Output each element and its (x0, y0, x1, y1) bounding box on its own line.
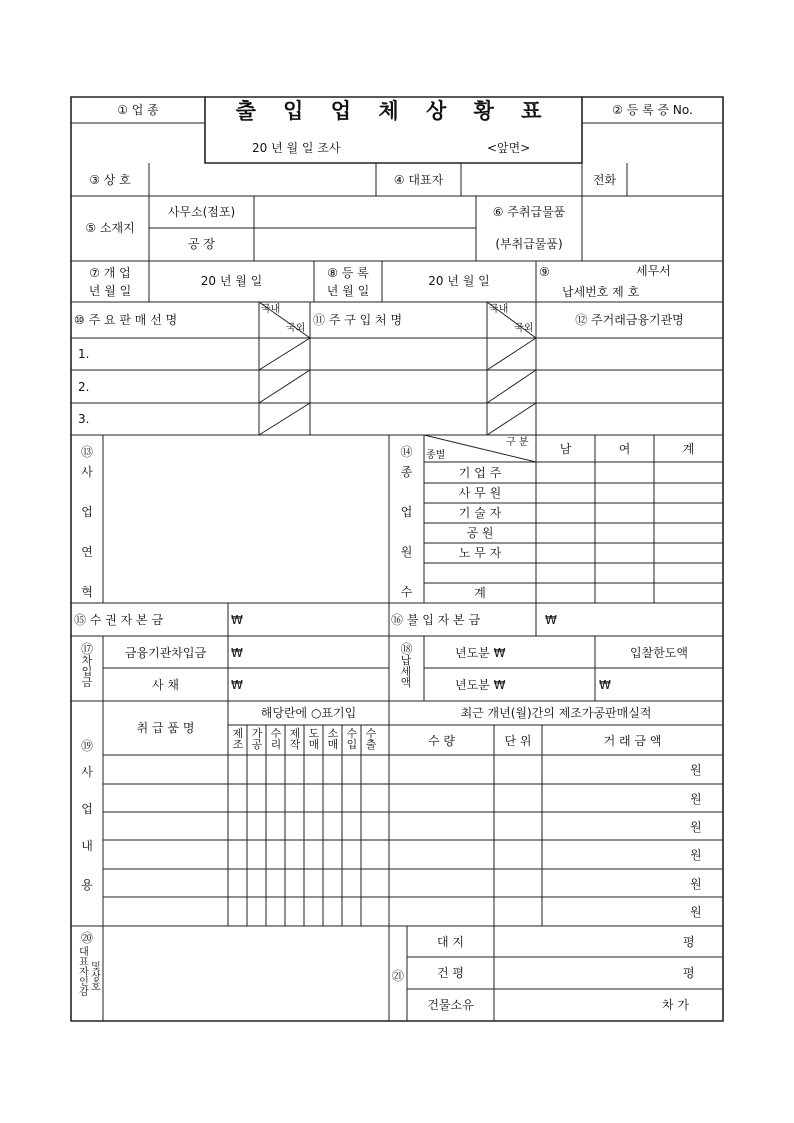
seal-label: 대표자인감 (79, 947, 89, 998)
business-char-2: 업 (81, 802, 93, 816)
reg-date-value: 20 년 월 일 (428, 274, 490, 288)
total-header: 계 (682, 442, 695, 456)
staff-char-2: 업 (400, 505, 413, 519)
building-number: ㉑ (391, 969, 404, 983)
won-sign-2: ₩ (545, 613, 557, 627)
sub-goods-label: (부취급물품) (495, 237, 563, 251)
floor-area-label: 건 평 (437, 966, 464, 980)
paid-capital-label: ⑯ 불 입 자 본 금 (391, 613, 481, 627)
reg-date-label-2: 년 월 일 (326, 284, 370, 298)
won-sign-4: ₩ (231, 678, 243, 692)
tax-number-marker: ⑨ (539, 265, 550, 279)
tax-year-2: 년도분 ₩ (455, 678, 506, 692)
won-sign-5: ₩ (599, 678, 611, 692)
tax-paid-label: 납세액 (400, 654, 412, 689)
phone-label: 전화 (592, 173, 617, 187)
building-owner-label: 건물소유 (427, 998, 474, 1012)
won-sign-1: ₩ (231, 613, 243, 627)
type-process: 가공 (251, 727, 263, 751)
mark-instruction: 해당란에 ○표기입 (260, 706, 357, 720)
representative-label: ④ 대표자 (393, 173, 444, 187)
foreign-label-2: 국외 (514, 323, 534, 334)
won-row-6: 원 (690, 905, 702, 919)
staff-row-office: 사 무 원 (458, 486, 502, 500)
company-name-label: ③ 상 호 (89, 173, 131, 187)
land-label: 대 지 (437, 935, 464, 949)
staff-row-labor: 노 무 자 (458, 546, 502, 560)
type-retail: 소매 (327, 727, 339, 751)
business-char-3: 내 (81, 839, 93, 853)
bond-label: 사 채 (152, 678, 179, 692)
survey-date-line: 20 년 월 일 조사 (252, 141, 341, 155)
front-side-label: <앞면> (487, 141, 531, 155)
staff-number: ⑭ (400, 445, 413, 459)
recent-performance-header: 최근 개년(월)간의 제조가공판매실적 (460, 706, 652, 720)
type-manufacture: 제조 (232, 727, 244, 751)
registration-no-label: ② 등 록 증 No. (612, 103, 693, 117)
open-date-label-2: 년 월 일 (88, 284, 132, 298)
staff-char-4: 수 (400, 585, 413, 599)
loan-number: ⑰ (80, 642, 93, 656)
won-sign-3: ₩ (231, 646, 243, 660)
sales-line-2: 2. (78, 380, 90, 394)
seal-number: ⑳ (80, 931, 93, 945)
item-name-header: 취 급 품 명 (136, 721, 195, 735)
history-char-4: 혁 (81, 585, 93, 599)
open-date-value: 20 년 월 일 (200, 274, 263, 288)
tax-year-1: 년도분 ₩ (455, 646, 506, 660)
won-row-2: 원 (690, 792, 702, 806)
seal-label-2: 및상호 (91, 962, 101, 993)
main-bank-label: ⑫ 주거래금융기관명 (575, 313, 684, 327)
business-type-label: ① 업 종 (117, 103, 159, 117)
bid-limit-label: 입찰한도액 (630, 646, 688, 660)
form-title: 출 입 업 체 상 황 표 (235, 98, 552, 123)
rental-label: 차 가 (662, 998, 689, 1012)
domestic-label-2: 국내 (489, 304, 509, 315)
staff-row-total: 계 (474, 586, 486, 600)
authorized-capital-label: ⑮ 수 권 자 본 금 (74, 613, 164, 627)
domestic-label-1: 국내 (261, 304, 281, 315)
main-goods-label: ⑥ 주취급물품 (492, 205, 566, 219)
open-date-label-1: ⑦ 개 업 (89, 266, 131, 280)
unit-header: 단 위 (504, 734, 532, 748)
staff-row-factory: 공 원 (466, 526, 494, 540)
sales-line-1: 1. (78, 347, 90, 361)
business-char-4: 용 (81, 878, 93, 892)
foreign-label-1: 국외 (286, 323, 306, 334)
history-number: ⑬ (80, 445, 93, 459)
location-label: ⑤ 소재지 (85, 221, 135, 235)
type-import: 수입 (346, 727, 358, 751)
won-row-5: 원 (690, 877, 702, 891)
pyeong-unit-1: 평 (683, 935, 695, 949)
loan-label: 차입금 (81, 654, 93, 689)
bank-loan-label: 금융기관차입금 (124, 646, 207, 660)
type-export: 수출 (365, 727, 377, 751)
quantity-header: 수 량 (428, 734, 455, 748)
type-repair: 수리 (270, 727, 282, 751)
history-char-1: 사 (81, 465, 93, 479)
male-header: 남 (559, 442, 572, 456)
main-sales-label: ⑩ 주 요 판 매 선 명 (74, 313, 178, 327)
female-header: 여 (618, 442, 631, 456)
staff-row-tech: 기 술 자 (458, 506, 502, 520)
kind-label: 종별 (426, 450, 446, 461)
tax-number-label: 납세번호 제 호 (562, 285, 640, 299)
main-purchase-label: ⑪ 주 구 입 처 명 (313, 313, 403, 327)
business-char-1: 사 (81, 765, 93, 779)
staff-row-owner: 기 업 주 (458, 466, 502, 480)
type-produce: 제작 (289, 727, 301, 751)
pyeong-unit-2: 평 (683, 966, 695, 980)
sales-line-3: 3. (78, 412, 90, 426)
won-row-3: 원 (690, 820, 702, 834)
factory-label: 공 장 (188, 237, 215, 251)
type-wholesale: 도매 (308, 727, 320, 751)
business-content-number: ⑲ (80, 739, 93, 753)
office-label: 사무소(점포) (167, 205, 236, 219)
reg-date-label-1: ⑧ 등 록 (327, 266, 369, 280)
amount-header: 거 래 금 액 (603, 734, 662, 748)
won-row-4: 원 (690, 848, 702, 862)
tax-office-label: 세무서 (636, 264, 671, 278)
history-char-2: 업 (81, 505, 93, 519)
staff-char-3: 원 (400, 545, 413, 559)
tax-paid-number: ⑱ (400, 642, 413, 656)
staff-char-1: 종 (400, 465, 413, 479)
division-label: 구 분 (506, 437, 529, 448)
won-row-1: 원 (690, 763, 702, 777)
history-char-3: 연 (81, 545, 93, 559)
